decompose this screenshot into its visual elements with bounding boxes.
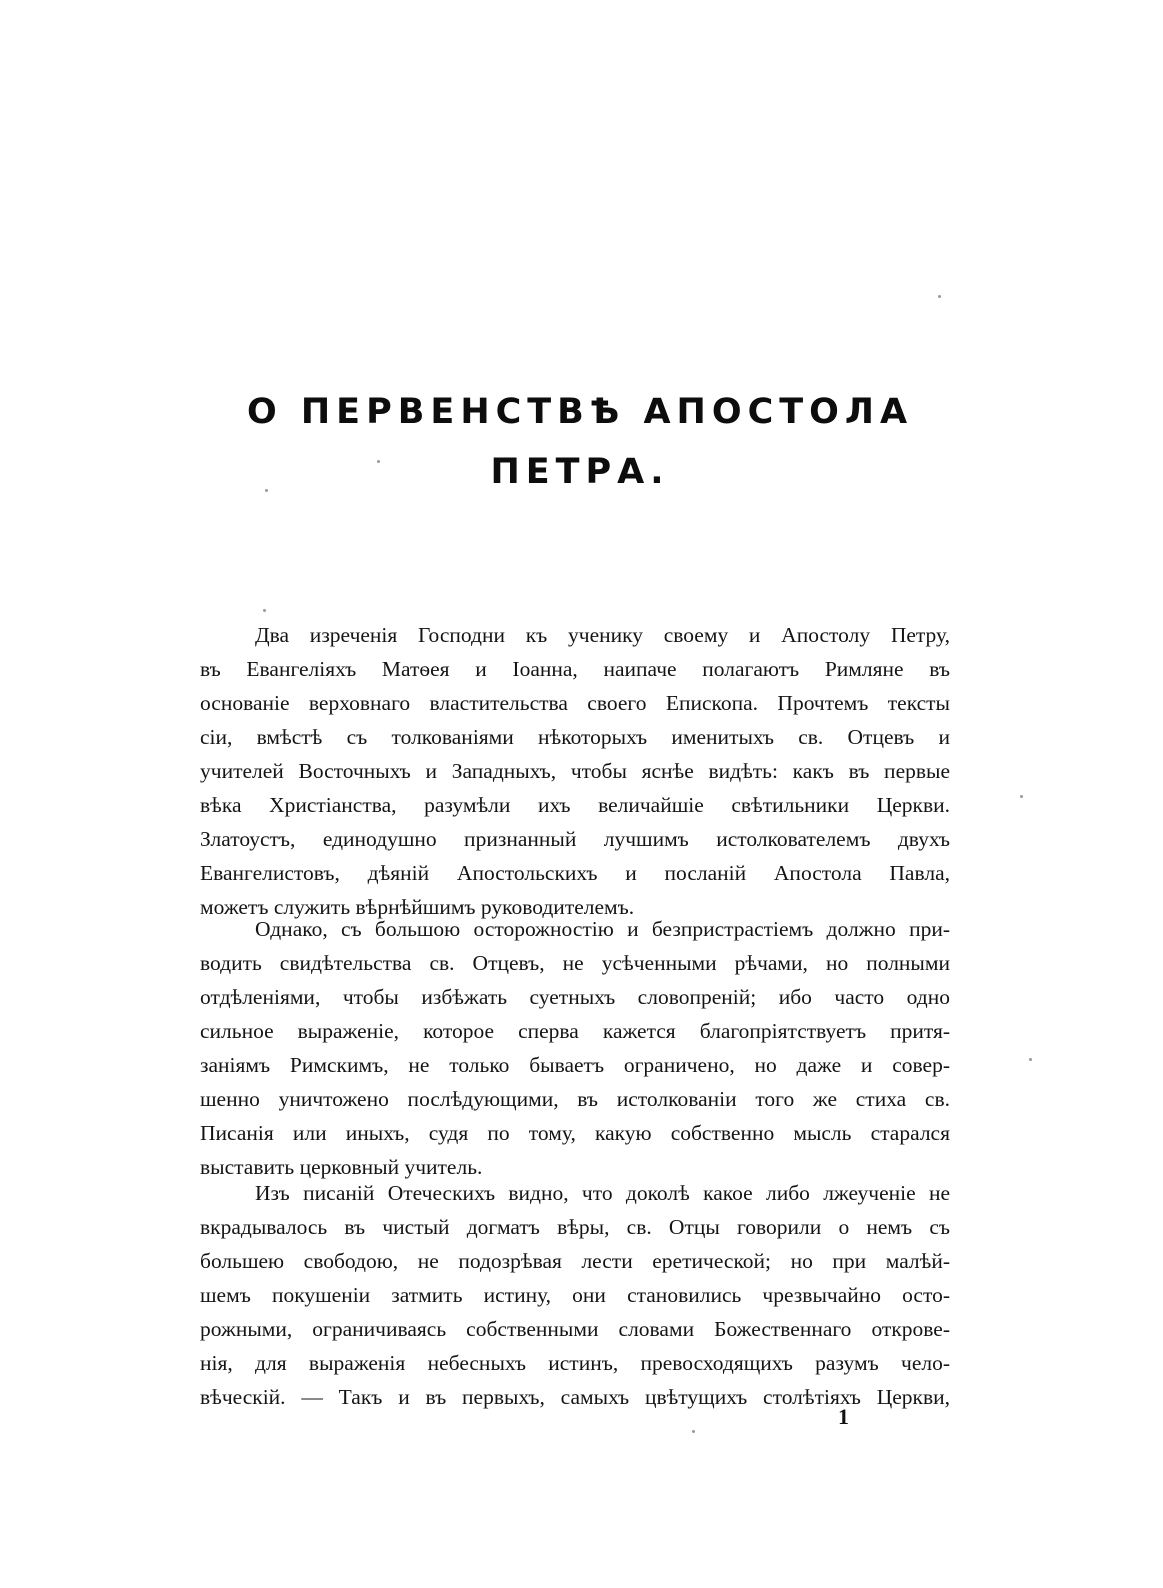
- text-line: вкрадывалось въ чистый догматъ вѣры, св. Отцы говорили о немъ съ: [200, 1215, 950, 1239]
- scan-speck: [1029, 1058, 1032, 1061]
- text-line: вѣческій. — Такъ и въ первыхъ, самыхъ цвѣтущихъ столѣтіяхъ Церкви,: [200, 1385, 950, 1409]
- text-line: учителей Восточныхъ и Западныхъ, чтобы яснѣе видѣть: какъ въ первые: [200, 759, 950, 783]
- text-line: водить свидѣтельства св. Отцевъ, не усѣченными рѣчами, но полными: [200, 951, 950, 975]
- text-line: заніямъ Римскимъ, не только бываетъ ограничено, но даже и совер-: [200, 1053, 950, 1077]
- text-line: большею свободою, не подозрѣвая лести еретической; но при малѣй-: [200, 1249, 950, 1273]
- text-line: отдѣленіями, чтобы избѣжать суетныхъ словопреній; ибо часто одно: [200, 985, 950, 1009]
- text-line: Однако, съ большою осторожностію и безпристрастіемъ должно при-: [255, 917, 950, 941]
- text-line: вѣка Христіанства, разумѣли ихъ величайшіе свѣтильники Церкви.: [200, 793, 950, 817]
- text-line: Писанія или иныхъ, судя по тому, какую собственно мысль старался: [200, 1121, 950, 1145]
- chapter-title-line-2: ПЕТРА.: [490, 452, 670, 492]
- chapter-title-line-1: О ПЕРВЕНСТВѢ АПОСТОЛА: [246, 392, 914, 432]
- text-line: основаніе верховнаго властительства своего Епископа. Прочтемъ тексты: [200, 691, 950, 715]
- text-line: шенно уничтожено послѣдующими, въ истолкованіи того же стиха св.: [200, 1087, 950, 1111]
- scan-speck: [377, 460, 380, 463]
- text-line: выставить церковный учитель.: [200, 1155, 483, 1179]
- text-line: сильное выраженіе, которое сперва кажется благопріятствуетъ притя-: [200, 1019, 950, 1043]
- text-line: Изъ писаній Отеческихъ видно, что доколѣ какое либо лжеученіе не: [255, 1181, 950, 1205]
- text-line: сіи, вмѣстѣ съ толкованіями нѣкоторыхъ именитыхъ св. Отцевъ и: [200, 725, 950, 749]
- scan-speck: [938, 295, 941, 298]
- text-line: шемъ покушеніи затмить истину, они становились чрезвычайно осто-: [200, 1283, 950, 1307]
- scan-speck: [1020, 795, 1023, 798]
- text-line: Златоустъ, единодушно признанный лучшимъ истолкователемъ двухъ: [200, 827, 950, 851]
- scan-speck: [692, 1430, 695, 1433]
- page-number: 1: [838, 1404, 849, 1429]
- scan-speck: [263, 609, 266, 612]
- text-line: Два изреченія Господни къ ученику своему и Апостолу Петру,: [255, 623, 950, 647]
- text-line: рожными, ограничиваясь собственными словами Божественнаго открове-: [200, 1317, 950, 1341]
- text-line: можетъ служить вѣрнѣйшимъ руководителемъ.: [200, 895, 635, 919]
- text-line: въ Евангеліяхъ Матѳея и Іоанна, наипаче полагаютъ Римляне въ: [200, 657, 950, 681]
- text-line: Евангелистовъ, дѣяній Апостольскихъ и посланій Апостола Павла,: [200, 861, 950, 885]
- scan-speck: [265, 489, 268, 492]
- text-line: нія, для выраженія небесныхъ истинъ, превосходящихъ разумъ чело-: [200, 1351, 950, 1375]
